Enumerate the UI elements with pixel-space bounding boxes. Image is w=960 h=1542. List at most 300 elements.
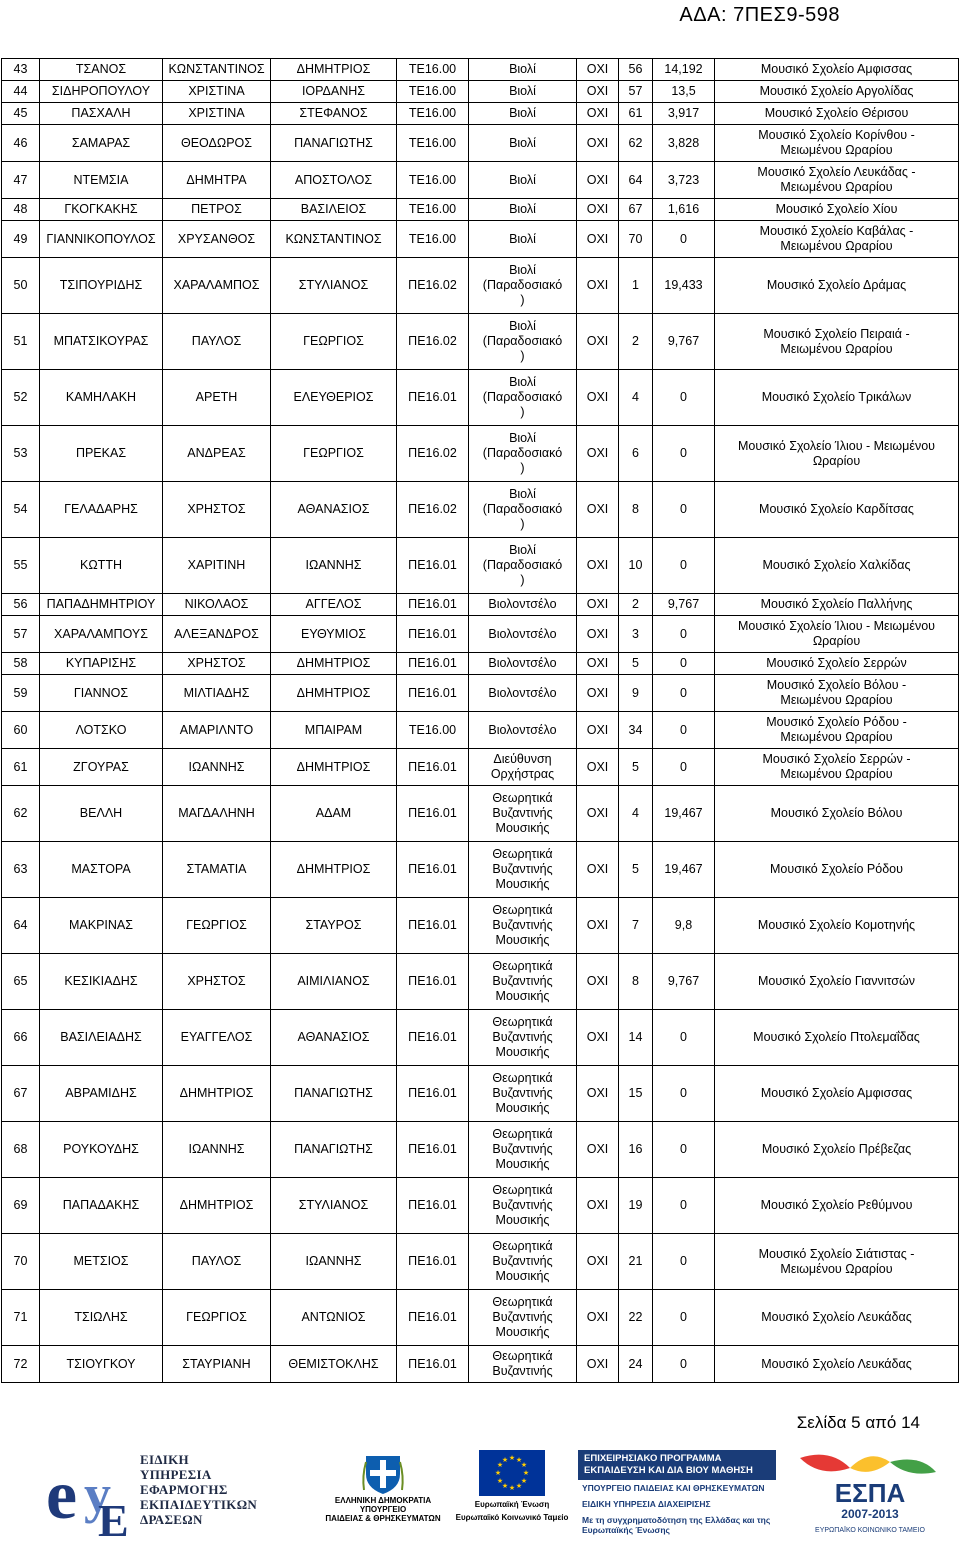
specialty-cell: ΠΕ16.01 <box>397 786 469 842</box>
instrument-cell: Θεωρητικά Βυζαντινής Μουσικής <box>469 1066 577 1122</box>
instrument-cell: Διεύθυνση Ορχήστρας <box>469 749 577 786</box>
instrument-cell: Βιολί <box>469 199 577 221</box>
table-row <box>2 1178 959 1234</box>
disability-cell: ΟΧΙ <box>577 162 619 199</box>
surname-cell: ΖΓΟΥΡΑΣ <box>40 749 163 786</box>
father-name-cell: ΣΤΥΛΙΑΝΟΣ <box>271 1178 397 1234</box>
instrument-cell: Θεωρητικά Βυζαντινής Μουσικής <box>469 1234 577 1290</box>
table-row <box>2 616 959 653</box>
points-cell: 14,192 <box>653 59 715 81</box>
specialty-cell: ΠΕ16.02 <box>397 314 469 370</box>
svg-text:★: ★ <box>501 1456 509 1464</box>
specialty-cell: ΠΕ16.01 <box>397 616 469 653</box>
rank-cell: 2 <box>619 594 653 616</box>
father-name-cell: ΠΑΝΑΓΙΩΤΗΣ <box>271 1122 397 1178</box>
ministry-line: ΠΑΙΔΕΙΑΣ & ΘΡΗΣΚΕΥΜΑΤΩΝ <box>325 1514 441 1523</box>
first-name-cell: ΕΥΑΓΓΕΛΟΣ <box>163 1010 271 1066</box>
school-cell: Μουσικό Σχολείο Ίλιου - Μειωμένου Ωραρίου <box>715 426 959 482</box>
surname-cell: ΜΑΣΤΟΡΑ <box>40 842 163 898</box>
table-row <box>2 482 959 538</box>
eye-emblem-icon <box>40 1448 132 1540</box>
surname-cell: ΚΥΠΑΡΙΣΗΣ <box>40 653 163 675</box>
rank-cell: 10 <box>619 538 653 594</box>
surname-cell: ΚΕΣΙΚΙΑΔΗΣ <box>40 954 163 1010</box>
table-row <box>2 842 959 898</box>
points-cell: 9,767 <box>653 594 715 616</box>
disability-cell: ΟΧΙ <box>577 898 619 954</box>
rank-cell: 19 <box>619 1178 653 1234</box>
points-cell: 0 <box>653 426 715 482</box>
instrument-cell: Θεωρητικά Βυζαντινής Μουσικής <box>469 898 577 954</box>
father-name-cell: ΔΗΜΗΤΡΙΟΣ <box>271 59 397 81</box>
eye-line: ΕΚΠΑΙΔΕΥΤΙΚΩΝ <box>140 1497 258 1512</box>
school-cell: Μουσικό Σχολείο Θέρισου <box>715 103 959 125</box>
first-name-cell: ΠΑΥΛΟΣ <box>163 314 271 370</box>
row-number-cell: 65 <box>2 954 40 1010</box>
table-row <box>2 81 959 103</box>
points-cell: 19,433 <box>653 258 715 314</box>
svg-text:★: ★ <box>508 1484 516 1492</box>
disability-cell: ΟΧΙ <box>577 370 619 426</box>
rank-cell: 57 <box>619 81 653 103</box>
school-cell: Μουσικό Σχολείο Κορίνθου - Μειωμένου Ωραρίου <box>715 125 959 162</box>
first-name-cell: ΧΑΡΑΛΑΜΠΟΣ <box>163 258 271 314</box>
disability-cell: ΟΧΙ <box>577 1066 619 1122</box>
ministry-line: ΥΠΟΥΡΓΕΙΟ <box>359 1505 407 1514</box>
points-cell: 0 <box>653 1290 715 1346</box>
surname-cell: ΜΕΤΣΙΟΣ <box>40 1234 163 1290</box>
footer-logos <box>0 1448 960 1540</box>
row-number-cell: 50 <box>2 258 40 314</box>
svg-text:★: ★ <box>520 1461 528 1469</box>
school-cell: Μουσικό Σχολείο Καβάλας - Μειωμένου Ωραρίου <box>715 221 959 258</box>
disability-cell: ΟΧΙ <box>577 749 619 786</box>
points-cell: 0 <box>653 370 715 426</box>
rank-cell: 8 <box>619 954 653 1010</box>
surname-cell: ΤΣΑΝΟΣ <box>40 59 163 81</box>
epeaek-band <box>578 1450 776 1480</box>
eu-logo <box>452 1450 572 1540</box>
table-row <box>2 749 959 786</box>
row-number-cell: 44 <box>2 81 40 103</box>
father-name-cell: ΓΕΩΡΓΙΟΣ <box>271 314 397 370</box>
table-row <box>2 786 959 842</box>
first-name-cell: ΔΗΜΗΤΡΙΟΣ <box>163 1178 271 1234</box>
specialty-cell: ΠΕ16.02 <box>397 482 469 538</box>
instrument-cell: Βιολί (Παραδοσιακό ) <box>469 258 577 314</box>
ada-code: ΑΔΑ: 7ΠΕΣ9-598 <box>679 4 840 26</box>
disability-cell: ΟΧΙ <box>577 653 619 675</box>
svg-text:e: e <box>46 1457 78 1534</box>
surname-cell: ΣΙΔΗΡΟΠΟΥΛΟΥ <box>40 81 163 103</box>
points-cell: 0 <box>653 1346 715 1383</box>
surname-cell: ΓΕΛΑΔΑΡΗΣ <box>40 482 163 538</box>
rank-cell: 22 <box>619 1290 653 1346</box>
father-name-cell: ΙΟΡΔΑΝΗΣ <box>271 81 397 103</box>
instrument-cell: Βιολοντσέλο <box>469 594 577 616</box>
svg-text:★: ★ <box>494 1469 502 1477</box>
svg-text:E: E <box>98 1495 129 1540</box>
points-cell: 0 <box>653 538 715 594</box>
espa-years: 2007-2013 <box>841 1507 899 1521</box>
instrument-cell: Θεωρητικά Βυζαντινής Μουσικής <box>469 1122 577 1178</box>
espa-title: ΕΣΠΑ <box>834 1478 906 1508</box>
disability-cell: ΟΧΙ <box>577 842 619 898</box>
instrument-cell: Βιολί (Παραδοσιακό ) <box>469 314 577 370</box>
row-number-cell: 56 <box>2 594 40 616</box>
instrument-cell: Βιολί (Παραδοσιακό ) <box>469 370 577 426</box>
rank-cell: 3 <box>619 616 653 653</box>
surname-cell: ΛΟΤΣΚΟ <box>40 712 163 749</box>
specialty-cell: ΠΕ16.01 <box>397 1122 469 1178</box>
father-name-cell: ΣΤΥΛΙΑΝΟΣ <box>271 258 397 314</box>
specialty-cell: ΠΕ16.01 <box>397 653 469 675</box>
rank-cell: 21 <box>619 1234 653 1290</box>
points-cell: 3,723 <box>653 162 715 199</box>
rank-cell: 5 <box>619 749 653 786</box>
row-number-cell: 59 <box>2 675 40 712</box>
rank-cell: 70 <box>619 221 653 258</box>
first-name-cell: ΑΝΔΡΕΑΣ <box>163 426 271 482</box>
first-name-cell: ΧΡΙΣΤΙΝΑ <box>163 81 271 103</box>
surname-cell: ΚΑΜΗΛΑΚΗ <box>40 370 163 426</box>
row-number-cell: 51 <box>2 314 40 370</box>
instrument-cell: Βιολί <box>469 81 577 103</box>
eu-line: Ευρωπαϊκή Ένωση <box>474 1500 550 1509</box>
svg-text:★: ★ <box>501 1482 509 1490</box>
table-row <box>2 1066 959 1122</box>
first-name-cell: ΧΡΗΣΤΟΣ <box>163 653 271 675</box>
specialty-cell: ΠΕ16.01 <box>397 370 469 426</box>
first-name-cell: ΧΡΗΣΤΟΣ <box>163 954 271 1010</box>
points-cell: 0 <box>653 221 715 258</box>
first-name-cell: ΔΗΜΗΤΡΙΟΣ <box>163 1066 271 1122</box>
row-number-cell: 63 <box>2 842 40 898</box>
eye-logo <box>38 1448 308 1540</box>
father-name-cell: ΓΕΩΡΓΙΟΣ <box>271 426 397 482</box>
surname-cell: ΤΣΙΠΟΥΡΙΔΗΣ <box>40 258 163 314</box>
first-name-cell: ΓΕΩΡΓΙΟΣ <box>163 898 271 954</box>
points-cell: 9,767 <box>653 314 715 370</box>
first-name-cell: ΚΩΝΣΤΑΝΤΙΝΟΣ <box>163 59 271 81</box>
disability-cell: ΟΧΙ <box>577 426 619 482</box>
instrument-cell: Θεωρητικά Βυζαντινής Μουσικής <box>469 786 577 842</box>
rank-cell: 56 <box>619 59 653 81</box>
father-name-cell: ΘΕΜΙΣΤΟΚΛΗΣ <box>271 1346 397 1383</box>
eye-logo-text <box>140 1452 257 1527</box>
table-row <box>2 59 959 81</box>
school-cell: Μουσικό Σχολείο Γιαννιτσών <box>715 954 959 1010</box>
specialty-cell: ΤΕ16.00 <box>397 199 469 221</box>
father-name-cell: ΙΩΑΝΝΗΣ <box>271 1234 397 1290</box>
school-cell: Μουσικό Σχολείο Λευκάδας <box>715 1346 959 1383</box>
rank-cell: 2 <box>619 314 653 370</box>
svg-text:★: ★ <box>496 1461 504 1469</box>
epeaek-line: ΕΙΔΙΚΗ ΥΠΗΡΕΣΙΑ ΔΙΑΧΕΙΡΙΣΗΣ <box>582 1499 711 1509</box>
school-cell: Μουσικό Σχολείο Λευκάδας - Μειωμένου Ωραρίου <box>715 162 959 199</box>
points-cell: 0 <box>653 675 715 712</box>
specialty-cell: ΠΕ16.01 <box>397 675 469 712</box>
table-row <box>2 314 959 370</box>
row-number-cell: 69 <box>2 1178 40 1234</box>
disability-cell: ΟΧΙ <box>577 482 619 538</box>
disability-cell: ΟΧΙ <box>577 594 619 616</box>
school-cell: Μουσικό Σχολείο Πρέβεζας <box>715 1122 959 1178</box>
father-name-cell: ΑΔΑΜ <box>271 786 397 842</box>
points-cell: 9,8 <box>653 898 715 954</box>
hellenic-republic-logo <box>318 1450 448 1540</box>
epeaek-line: ΥΠΟΥΡΓΕΙΟ ΠΑΙΔΕΙΑΣ ΚΑΙ ΘΡΗΣΚΕΥΜΑΤΩΝ <box>582 1483 765 1493</box>
page-indicator: Σελίδα 5 από 14 <box>796 1413 920 1432</box>
school-cell: Μουσικό Σχολείο Βόλου <box>715 786 959 842</box>
table-row <box>2 221 959 258</box>
disability-cell: ΟΧΙ <box>577 258 619 314</box>
first-name-cell: ΔΗΜΗΤΡΑ <box>163 162 271 199</box>
father-name-cell: ΑΘΑΝΑΣΙΟΣ <box>271 482 397 538</box>
disability-cell: ΟΧΙ <box>577 59 619 81</box>
table-row <box>2 898 959 954</box>
points-cell: 0 <box>653 1122 715 1178</box>
table-row <box>2 258 959 314</box>
ministry-line: ΕΛΛΗΝΙΚΗ ΔΗΜΟΚΡΑΤΙΑ <box>334 1496 432 1505</box>
first-name-cell: ΙΩΑΝΝΗΣ <box>163 1122 271 1178</box>
eye-line: ΥΠΗΡΕΣΙΑ <box>140 1467 212 1482</box>
points-cell: 19,467 <box>653 842 715 898</box>
disability-cell: ΟΧΙ <box>577 314 619 370</box>
row-number-cell: 71 <box>2 1290 40 1346</box>
first-name-cell: ΝΙΚΟΛΑΟΣ <box>163 594 271 616</box>
school-cell: Μουσικό Σχολείο Αργολίδας <box>715 81 959 103</box>
specialty-cell: ΤΕ16.00 <box>397 162 469 199</box>
row-number-cell: 70 <box>2 1234 40 1290</box>
school-cell: Μουσικό Σχολείο Παλλήνης <box>715 594 959 616</box>
father-name-cell: ΣΤΑΥΡΟΣ <box>271 898 397 954</box>
rank-cell: 8 <box>619 482 653 538</box>
school-cell: Μουσικό Σχολείο Κομοτηνής <box>715 898 959 954</box>
instrument-cell: Θεωρητικά Βυζαντινής Μουσικής <box>469 1178 577 1234</box>
row-number-cell: 58 <box>2 653 40 675</box>
surname-cell: ΝΤΕΜΣΙΑ <box>40 162 163 199</box>
father-name-cell: ΑΠΟΣΤΟΛΟΣ <box>271 162 397 199</box>
instrument-cell: Βιολί <box>469 162 577 199</box>
row-number-cell: 47 <box>2 162 40 199</box>
results-table <box>1 58 959 1383</box>
disability-cell: ΟΧΙ <box>577 103 619 125</box>
specialty-cell: ΤΕ16.00 <box>397 81 469 103</box>
father-name-cell: ΑΙΜΙΛΙΑΝΟΣ <box>271 954 397 1010</box>
row-number-cell: 48 <box>2 199 40 221</box>
surname-cell: ΓΚΟΓΚΑΚΗΣ <box>40 199 163 221</box>
table-row <box>2 594 959 616</box>
specialty-cell: ΠΕ16.01 <box>397 842 469 898</box>
rank-cell: 4 <box>619 786 653 842</box>
first-name-cell: ΣΤΑΥΡΙΑΝΗ <box>163 1346 271 1383</box>
svg-text:★: ★ <box>496 1477 504 1485</box>
disability-cell: ΟΧΙ <box>577 675 619 712</box>
rank-cell: 15 <box>619 1066 653 1122</box>
rank-cell: 34 <box>619 712 653 749</box>
eu-line: Ευρωπαϊκό Κοινωνικό Ταμείο <box>455 1513 569 1522</box>
father-name-cell: ΑΝΤΩΝΙΟΣ <box>271 1290 397 1346</box>
surname-cell: ΜΠΑΤΣΙΚΟΥΡΑΣ <box>40 314 163 370</box>
surname-cell: ΣΑΜΑΡΑΣ <box>40 125 163 162</box>
surname-cell: ΒΑΣΙΛΕΙΑΔΗΣ <box>40 1010 163 1066</box>
table-row <box>2 712 959 749</box>
instrument-cell: Θεωρητικά Βυζαντινής Μουσικής <box>469 1010 577 1066</box>
rank-cell: 61 <box>619 103 653 125</box>
disability-cell: ΟΧΙ <box>577 199 619 221</box>
row-number-cell: 57 <box>2 616 40 653</box>
table-row <box>2 125 959 162</box>
first-name-cell: ΣΤΑΜΑΤΙΑ <box>163 842 271 898</box>
father-name-cell: ΔΗΜΗΤΡΙΟΣ <box>271 653 397 675</box>
points-cell: 19,467 <box>653 786 715 842</box>
school-cell: Μουσικό Σχολείο Ρεθύμνου <box>715 1178 959 1234</box>
espa-logo-icon <box>790 1448 950 1540</box>
eye-line: ΔΡΑΣΕΩΝ <box>140 1512 203 1527</box>
table-row <box>2 1234 959 1290</box>
first-name-cell: ΧΑΡΙΤΙΝΗ <box>163 538 271 594</box>
school-cell: Μουσικό Σχολείο Καρδίτσας <box>715 482 959 538</box>
points-cell: 0 <box>653 653 715 675</box>
row-number-cell: 61 <box>2 749 40 786</box>
rank-cell: 24 <box>619 1346 653 1383</box>
row-number-cell: 52 <box>2 370 40 426</box>
instrument-cell: Θεωρητικά Βυζαντινής Μουσικής <box>469 842 577 898</box>
table-row <box>2 426 959 482</box>
table-row <box>2 675 959 712</box>
row-number-cell: 60 <box>2 712 40 749</box>
father-name-cell: ΑΘΑΝΑΣΙΟΣ <box>271 1010 397 1066</box>
surname-cell: ΓΙΑΝΝΟΣ <box>40 675 163 712</box>
instrument-cell: Βιολί <box>469 103 577 125</box>
specialty-cell: ΠΕ16.01 <box>397 538 469 594</box>
disability-cell: ΟΧΙ <box>577 712 619 749</box>
first-name-cell: ΑΡΕΤΗ <box>163 370 271 426</box>
father-name-cell: ΑΓΓΕΛΟΣ <box>271 594 397 616</box>
row-number-cell: 55 <box>2 538 40 594</box>
instrument-cell: Βιολί <box>469 221 577 258</box>
school-cell: Μουσικό Σχολείο Ρόδου <box>715 842 959 898</box>
rank-cell: 64 <box>619 162 653 199</box>
first-name-cell: ΧΡΥΣΑΝΘΟΣ <box>163 221 271 258</box>
father-name-cell: ΚΩΝΣΤΑΝΤΙΝΟΣ <box>271 221 397 258</box>
specialty-cell: ΤΕ16.00 <box>397 59 469 81</box>
table-row <box>2 1010 959 1066</box>
table-row <box>2 370 959 426</box>
first-name-cell: ΙΩΑΝΝΗΣ <box>163 749 271 786</box>
father-name-cell: ΔΗΜΗΤΡΙΟΣ <box>271 749 397 786</box>
points-cell: 0 <box>653 616 715 653</box>
espa-fund: ΕΥΡΩΠΑΪΚΟ ΚΟΙΝΩΝΙΚΟ ΤΑΜΕΙΟ <box>815 1527 925 1534</box>
father-name-cell: ΜΠΑΙΡΑΜ <box>271 712 397 749</box>
surname-cell: ΤΣΙΩΛΗΣ <box>40 1290 163 1346</box>
instrument-cell: Θεωρητικά Βυζαντινής Μουσικής <box>469 1290 577 1346</box>
school-cell: Μουσικό Σχολείο Τρικάλων <box>715 370 959 426</box>
rank-cell: 9 <box>619 675 653 712</box>
table-row <box>2 954 959 1010</box>
disability-cell: ΟΧΙ <box>577 538 619 594</box>
instrument-cell: Βιολοντσέλο <box>469 653 577 675</box>
svg-text:★: ★ <box>515 1482 523 1490</box>
rank-cell: 1 <box>619 258 653 314</box>
row-number-cell: 64 <box>2 898 40 954</box>
table-row <box>2 162 959 199</box>
surname-cell: ΠΑΣΧΑΛΗ <box>40 103 163 125</box>
father-name-cell: ΕΥΘΥΜΙΟΣ <box>271 616 397 653</box>
first-name-cell: ΓΕΩΡΓΙΟΣ <box>163 1290 271 1346</box>
table-row <box>2 538 959 594</box>
table-row <box>2 653 959 675</box>
instrument-cell: Βιολί (Παραδοσιακό ) <box>469 538 577 594</box>
points-cell: 3,917 <box>653 103 715 125</box>
rank-cell: 14 <box>619 1010 653 1066</box>
father-name-cell: ΣΤΕΦΑΝΟΣ <box>271 103 397 125</box>
svg-text:★: ★ <box>508 1454 516 1462</box>
points-cell: 13,5 <box>653 81 715 103</box>
first-name-cell: ΘΕΟΔΩΡΟΣ <box>163 125 271 162</box>
row-number-cell: 45 <box>2 103 40 125</box>
surname-cell: ΠΑΠΑΔΗΜΗΤΡΙΟΥ <box>40 594 163 616</box>
row-number-cell: 66 <box>2 1010 40 1066</box>
specialty-cell: ΠΕ16.01 <box>397 898 469 954</box>
points-cell: 0 <box>653 712 715 749</box>
points-cell: 0 <box>653 1010 715 1066</box>
rank-cell: 7 <box>619 898 653 954</box>
first-name-cell: ΑΜΑΡΙΛΝΤΟ <box>163 712 271 749</box>
surname-cell: ΓΙΑΝΝΙΚΟΠΟΥΛΟΣ <box>40 221 163 258</box>
points-cell: 3,828 <box>653 125 715 162</box>
disability-cell: ΟΧΙ <box>577 1010 619 1066</box>
instrument-cell: Θεωρητικά Βυζαντινής Μουσικής <box>469 954 577 1010</box>
father-name-cell: ΔΗΜΗΤΡΙΟΣ <box>271 675 397 712</box>
points-cell: 9,767 <box>653 954 715 1010</box>
school-cell: Μουσικό Σχολείο Σερρών - Μειωμένου Ωραρίου <box>715 749 959 786</box>
points-cell: 1,616 <box>653 199 715 221</box>
points-cell: 0 <box>653 1066 715 1122</box>
instrument-cell: Βιολί (Παραδοσιακό ) <box>469 426 577 482</box>
school-cell: Μουσικό Σχολείο Ρόδου - Μειωμένου Ωραρίου <box>715 712 959 749</box>
table-row <box>2 1122 959 1178</box>
school-cell: Μουσικό Σχολείο Χίου <box>715 199 959 221</box>
school-cell: Μουσικό Σχολείο Δράμας <box>715 258 959 314</box>
rank-cell: 67 <box>619 199 653 221</box>
row-number-cell: 68 <box>2 1122 40 1178</box>
instrument-cell: Βιολί (Παραδοσιακό ) <box>469 482 577 538</box>
disability-cell: ΟΧΙ <box>577 1178 619 1234</box>
points-cell: 0 <box>653 1178 715 1234</box>
school-cell: Μουσικό Σχολείο Αμφισσας <box>715 59 959 81</box>
school-cell: Μουσικό Σχολείο Σερρών <box>715 653 959 675</box>
school-cell: Μουσικό Σχολείο Αμφισσας <box>715 1066 959 1122</box>
table-row <box>2 1346 959 1383</box>
surname-cell: ΠΡΕΚΑΣ <box>40 426 163 482</box>
specialty-cell: ΤΕ16.00 <box>397 712 469 749</box>
row-number-cell: 54 <box>2 482 40 538</box>
specialty-cell: ΠΕ16.01 <box>397 749 469 786</box>
father-name-cell: ΕΛΕΥΘΕΡΙΟΣ <box>271 370 397 426</box>
specialty-cell: ΠΕ16.01 <box>397 1178 469 1234</box>
disability-cell: ΟΧΙ <box>577 1234 619 1290</box>
rank-cell: 62 <box>619 125 653 162</box>
disability-cell: ΟΧΙ <box>577 125 619 162</box>
table-row <box>2 103 959 125</box>
father-name-cell: ΠΑΝΑΓΙΩΤΗΣ <box>271 1066 397 1122</box>
disability-cell: ΟΧΙ <box>577 221 619 258</box>
table-row <box>2 199 959 221</box>
instrument-cell: Βιολί <box>469 125 577 162</box>
epeaek-logo <box>578 1450 776 1540</box>
